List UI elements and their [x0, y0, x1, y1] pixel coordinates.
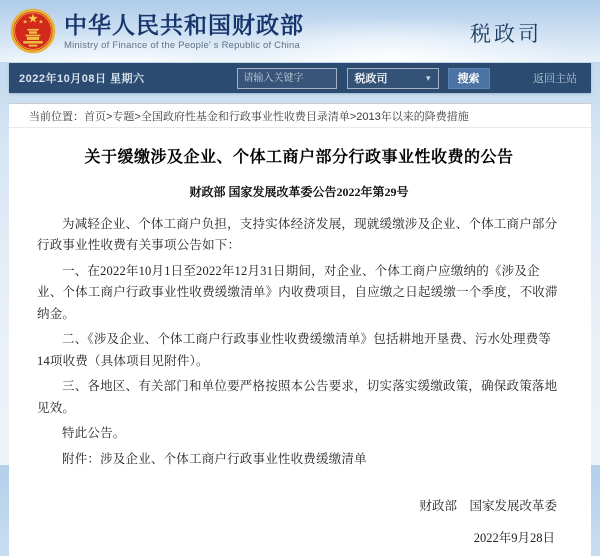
breadcrumb [9, 103, 591, 128]
navbar [9, 63, 591, 93]
header-gap [0, 93, 600, 103]
org-name-en: Ministry of Finance of the People' s Republic of China [64, 40, 300, 52]
article-title: 关于缓缴涉及企业、个体工商户部分行政事业性收费的公告 [84, 149, 514, 166]
paragraph-intro: 为减轻企业、个体工商户负担，支持实体经济发展，现就缓缴涉及企业、个体工商户部分行政事业性收费有关事项公告如下： [37, 216, 558, 253]
return-home-link[interactable]: 返回主站 [533, 73, 577, 85]
current-date: 2022年10月08日 星期六 [19, 73, 145, 85]
article-date: 2022年9月28日 [473, 531, 555, 546]
org-name-cn: 中华人民共和国财政部 [64, 12, 304, 38]
national-emblem-icon [10, 8, 56, 54]
article-body [37, 214, 561, 471]
org-identity [64, 11, 304, 51]
breadcrumb-label: 当前位置： [29, 110, 84, 123]
search-input[interactable] [237, 68, 337, 89]
search-button[interactable]: 搜索 [448, 68, 490, 89]
paragraph-item-2: 二、《涉及企业、个体工商户行政事业性收费缓缴清单》包括耕地开垦费、污水处理费等14项收费（具体项目见附件）。 [37, 332, 552, 368]
paragraph-item-3: 三、各地区、有关部门和单位要严格按照本公告要求，切实落实缓缴政策，确保政策落地见效。 [37, 379, 558, 415]
chevron-down-icon: ▾ [425, 72, 431, 83]
paragraph-closing: 特此公告。 [62, 426, 126, 441]
paragraph-attachment: 附件：涉及企业、个体工商户行政事业性收费缓缴清单 [62, 451, 367, 466]
article-doc-number: 财政部 国家发展改革委公告2022年第29号 [189, 184, 409, 199]
search-scope-select[interactable] [347, 68, 439, 89]
breadcrumb-path[interactable]: 首页>专题>全国政府性基金和行政事业性收费目录清单>2013年以来的降费措施 [84, 110, 469, 123]
article-signature: 财政部 国家发展改革委 [419, 499, 557, 514]
search-scope-value: 税政司 [354, 73, 388, 85]
paragraph-item-1: 一、在2022年10月1日至2022年12月31日期间，对企业、个体工商户应缴纳的《涉及企业、个体工商户行政事业性收费缓缴清单》内收费项目，自应缴之日起缓缴一个季度，不收滞纳金。 [37, 263, 558, 321]
department-name: 税政司 [470, 22, 542, 46]
article-content [9, 128, 591, 556]
site-header [0, 0, 600, 62]
